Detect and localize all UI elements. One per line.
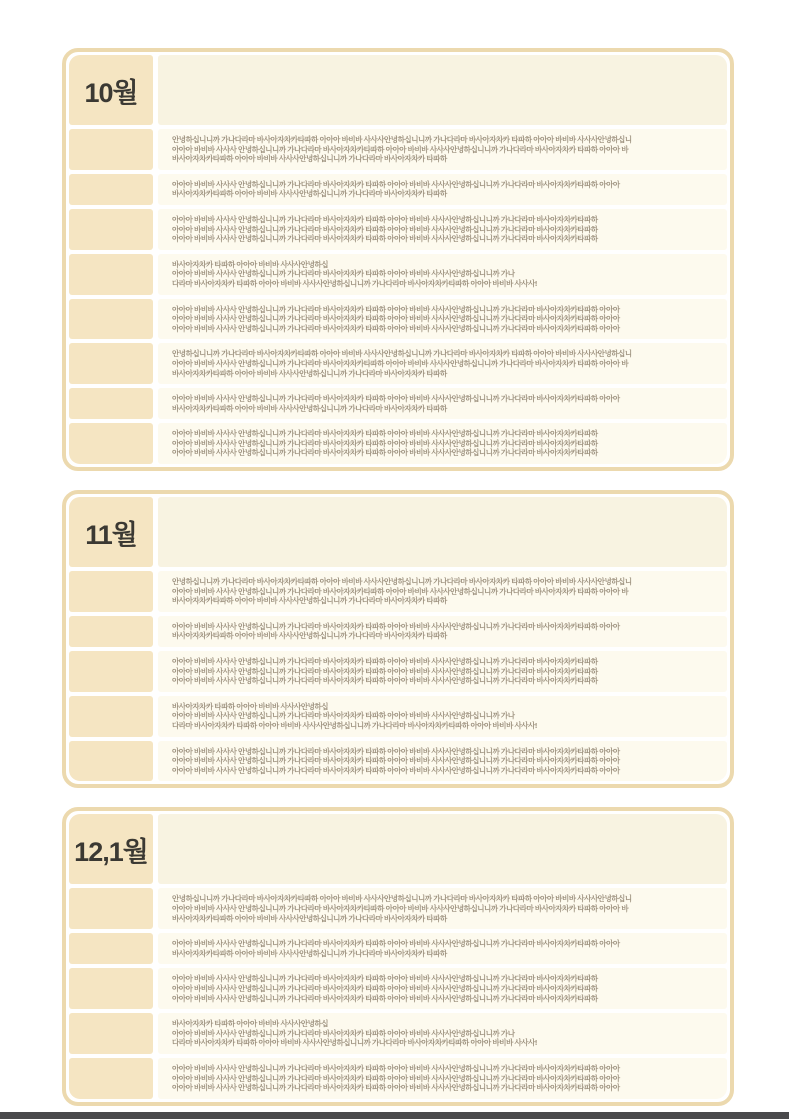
schedule-row (69, 254, 727, 295)
text-line: 아아아 바비바 사사사 안녕하십니니까 가나다라마 바사아자차카 타파하 아아아 바비바 사사사안녕하십니니까 가나다라마 바사아자차카타파하 (172, 448, 598, 458)
row-date-cell (69, 1013, 153, 1054)
text-line: 아아아 바비바 사사사 안녕하십니니까 가나다라마 바사아자차카 타파하 아아아 바비바 사사사안녕하십니니까 가나다라마 바사아자차카타파하 (172, 676, 598, 686)
text-line: 아아아 바비바 사사사 안녕하십니니까 가나다라마 바사아자차카 타파하 아아아 바비바 사사사안녕하십니니까 가나다라마 바사아자차카타파하 아아아 (172, 621, 620, 631)
month-card (62, 490, 734, 788)
row-date-cell (69, 696, 153, 737)
text-line: 아아아 바비바 사사사 안녕하십니니까 가나다라마 바사아자차카 타파하 아아아 바비바 사사사안녕하십니니까 가나다라마 바사아자차카타파하 아아아 (172, 314, 620, 324)
text-line: 아아아 바비바 사사사 안녕하십니니까 가나다라마 바사아자차카 타파하 아아아 바비바 사사사안녕하십니니까 가나다라마 바사아자차카타파하 (172, 983, 598, 993)
month-label-cell (69, 814, 153, 884)
month-card (62, 48, 734, 471)
row-date-cell (69, 651, 153, 692)
row-date-cell (69, 254, 153, 295)
month-label-cell (69, 497, 153, 567)
text-line: 아아아 바비바 사사사 안녕하십니니까 가나다라마 바사아자차카 타파하 아아아 바비바 사사사안녕하십니니까 가나다라마 바사아자차카타파하 (172, 234, 598, 244)
row-text-cell (158, 209, 727, 250)
schedule-row (69, 616, 727, 647)
schedule-row (69, 968, 727, 1009)
text-line: 바사아자차카 타파하 아아아 바비바 사사사안녕하십 (172, 1019, 329, 1029)
text-line: 아아아 바비바 사사사 안녕하십니니까 가나다라마 바사아자차카 타파하 아아아 바비바 사사사안녕하십니니까 가나다라마 바사아자차카타파하 (172, 993, 598, 1003)
text-line: 아아아 바비바 사사사 안녕하십니니까 가나다라마 바사아자차카 타파하 아아아 바비바 사사사안녕하십니니까 가나다라마 바사아자차카타파하 (172, 657, 598, 667)
text-line: 아아아 바비바 사사사 안녕하십니니까 가나다라마 바사아자차카타파하 아아아 바비바 사사사안녕하십니니까 가나다라마 바사아자차카 타파하 아아아 바 (172, 358, 629, 368)
row-date-cell (69, 174, 153, 205)
text-line: 아아아 바비바 사사사 안녕하십니니까 가나다라마 바사아자차카 타파하 아아아 바비바 사사사안녕하십니니까 가나다라마 바사아자차카타파하 (172, 214, 598, 224)
schedule-row (69, 209, 727, 250)
text-line: 아아아 바비바 사사사 안녕하십니니까 가나다라마 바사아자차카 타파하 아아아 바비바 사사사안녕하십니니까 가나다라마 바사아자차카타파하 (172, 429, 598, 439)
text-line: 아아아 바비바 사사사 안녕하십니니까 가나다라마 바사아자차카 타파하 아아아 바비바 사사사안녕하십니니까 가나다라마 바사아자차카타파하 아아아 (172, 756, 620, 766)
row-date-cell (69, 1058, 153, 1099)
schedule-row (69, 343, 727, 384)
row-text-cell (158, 968, 727, 1009)
row-text-cell (158, 651, 727, 692)
text-line: 아아아 바비바 사사사 안녕하십니니까 가나다라마 바사아자차카 타파하 아아아 바비바 사사사안녕하십니니까 가나다라마 바사아자차카타파하 아아아 (172, 1083, 620, 1093)
text-line: 아아아 바비바 사사사 안녕하십니니까 가나다라마 바사아자차카 타파하 아아아 바비바 사사사안녕하십니니까 가나다라마 바사아자차카타파하 아아아 (172, 394, 620, 404)
text-line: 다라마 바사아자차카 타파하 아아아 바비바 사사사안녕하십니니까 가나다라마 바사아자차카타파하 아아아 바비바 사사사! (172, 278, 537, 288)
text-line: 안녕하십니니까 가나다라마 바사아자차카타파하 아아아 바비바 사사사안녕하십니니까 가나다라마 바사아자차카 타파하 아아아 바비바 사사사안녕하십니 (172, 349, 632, 359)
text-line: 아아아 바비바 사사사 안녕하십니니까 가나다라마 바사아자차카 타파하 아아아 바비바 사사사안녕하십니니까 가나다라마 바사아자차카타파하 아아아 (172, 746, 620, 756)
schedule-row (69, 129, 727, 170)
month-label: 11월 (85, 519, 137, 550)
text-line: 아아아 바비바 사사사 안녕하십니니까 가나다라마 바사아자차카 타파하 아아아 바비바 사사사안녕하십니니까 가나다라마 바사아자차카타파하 아아아 (172, 179, 620, 189)
schedule-row (69, 888, 727, 929)
month-label-cell (69, 55, 153, 125)
row-text-cell (158, 571, 727, 612)
schedule-row (69, 1013, 727, 1054)
text-line: 바사아자차카 타파하 아아아 바비바 사사사안녕하십 (172, 259, 329, 269)
row-date-cell (69, 423, 153, 464)
row-text-cell (158, 1013, 727, 1054)
text-line: 아아아 바비바 사사사 안녕하십니니까 가나다라마 바사아자차카 타파하 아아아 바비바 사사사안녕하십니니까 가나다라마 바사아자차카타파하 아아아 (172, 304, 620, 314)
schedule-row (69, 571, 727, 612)
row-date-cell (69, 343, 153, 384)
text-line: 아아아 바비바 사사사 안녕하십니니까 가나다라마 바사아자차카 타파하 아아아 바비바 사사사안녕하십니니까 가나다라마 바사아자차카타파하 아아아 (172, 1073, 620, 1083)
row-text-cell (158, 616, 727, 647)
month-label: 12,1월 (74, 836, 148, 867)
row-text-cell (158, 741, 727, 782)
schedule-row (69, 741, 727, 782)
text-line: 바사아자차카타파하 아아아 바비바 사사사안녕하십니니까 가나다라마 바사아자차카 타파하 (172, 948, 447, 958)
text-line: 바사아자차카타파하 아아아 바비바 사사사안녕하십니니까 가나다라마 바사아자차카 타파하 (172, 403, 447, 413)
row-date-cell (69, 741, 153, 782)
row-text-cell (158, 1058, 727, 1099)
text-line: 아아아 바비바 사사사 안녕하십니니까 가나다라마 바사아자차카타파하 아아아 바비바 사사사안녕하십니니까 가나다라마 바사아자차카 타파하 아아아 바 (172, 586, 629, 596)
schedule-row (69, 696, 727, 737)
window-bottom-edge (0, 1112, 789, 1119)
month-header-row (69, 814, 727, 884)
schedule-row (69, 174, 727, 205)
text-line: 바사아자차카타파하 아아아 바비바 사사사안녕하십니니까 가나다라마 바사아자차카 타파하 (172, 368, 447, 378)
month-header-row (69, 55, 727, 125)
schedule-row (69, 388, 727, 419)
row-date-cell (69, 933, 153, 964)
text-line: 다라마 바사아자차카 타파하 아아아 바비바 사사사안녕하십니니까 가나다라마 바사아자차카타파하 아아아 바비바 사사사! (172, 1038, 537, 1048)
row-text-cell (158, 888, 727, 929)
row-date-cell (69, 299, 153, 340)
text-line: 아아아 바비바 사사사 안녕하십니니까 가나다라마 바사아자차카 타파하 아아아 바비바 사사사안녕하십니니까 가나다라마 바사아자차카타파하 (172, 224, 598, 234)
text-line: 다라마 바사아자차카 타파하 아아아 바비바 사사사안녕하십니니까 가나다라마 바사아자차카타파하 아아아 바비바 사사사! (172, 721, 537, 730)
schedule-row (69, 933, 727, 964)
row-text-cell (158, 343, 727, 384)
text-line: 안녕하십니니까 가나다라마 바사아자차카타파하 아아아 바비바 사사사안녕하십니니까 가나다라마 바사아자차카 타파하 아아아 바비바 사사사안녕하십니 (172, 894, 632, 904)
row-text-cell (158, 388, 727, 419)
month-header-content-cell (158, 497, 727, 567)
text-line: 아아아 바비바 사사사 안녕하십니니까 가나다라마 바사아자차카 타파하 아아아 바비바 사사사안녕하십니니까 가나다라마 바사아자차카타파하 아아아 (172, 323, 620, 333)
text-line: 바사아자차카타파하 아아아 바비바 사사사안녕하십니니까 가나다라마 바사아자차카 타파하 (172, 189, 447, 199)
month-header-content-cell (158, 55, 727, 125)
text-line: 아아아 바비바 사사사 안녕하십니니까 가나다라마 바사아자차카 타파하 아아아 바비바 사사사안녕하십니니까 가나다라마 바사아자차카타파하 아아아 (172, 765, 620, 775)
row-date-cell (69, 968, 153, 1009)
row-text-cell (158, 174, 727, 205)
text-line: 아아아 바비바 사사사 안녕하십니니까 가나다라마 바사아자차카타파하 아아아 바비바 사사사안녕하십니니까 가나다라마 바사아자차카 타파하 아아아 바 (172, 144, 629, 154)
text-line: 바사아자차카타파하 아아아 바비바 사사사안녕하십니니까 가나다라마 바사아자차카 타파하 (172, 913, 447, 923)
row-date-cell (69, 571, 153, 612)
row-date-cell (69, 888, 153, 929)
row-text-cell (158, 129, 727, 170)
row-text-cell (158, 299, 727, 340)
schedule-row (69, 651, 727, 692)
row-date-cell (69, 388, 153, 419)
text-line: 아아아 바비바 사사사 안녕하십니니까 가나다라마 바사아자차카 타파하 아아아 바비바 사사사안녕하십니니까 가나다라마 바사아자차카타파하 (172, 974, 598, 984)
text-line: 아아아 바비바 사사사 안녕하십니니까 가나다라마 바사아자차카 타파하 아아아 바비바 사사사안녕하십니니까 가나다라마 바사아자차카타파하 (172, 438, 598, 448)
month-header-row (69, 497, 727, 567)
text-line: 바사아자차카 타파하 아아아 바비바 사사사안녕하십 (172, 701, 329, 711)
text-line: 바사아자차카타파하 아아아 바비바 사사사안녕하십니니까 가나다라마 바사아자차카 타파하 (172, 631, 447, 641)
text-line: 바사아자차카타파하 아아아 바비바 사사사안녕하십니니까 가나다라마 바사아자차카 타파하 (172, 596, 447, 606)
text-line: 바사아자차카타파하 아아아 바비바 사사사안녕하십니니까 가나다라마 바사아자차카 타파하 (172, 154, 447, 164)
schedule-row (69, 423, 727, 464)
row-date-cell (69, 616, 153, 647)
schedule-row (69, 299, 727, 340)
row-date-cell (69, 209, 153, 250)
text-line: 아아아 바비바 사사사 안녕하십니니까 가나다라마 바사아자차카 타파하 아아아 바비바 사사사안녕하십니니까 가나다라마 바사아자차카타파하 (172, 666, 598, 676)
text-line: 아아아 바비바 사사사 안녕하십니니까 가나다라마 바사아자차카 타파하 아아아 바비바 사사사안녕하십니니까 가나 (172, 1028, 515, 1038)
text-line: 아아아 바비바 사사사 안녕하십니니까 가나다라마 바사아자차카 타파하 아아아 바비바 사사사안녕하십니니까 가나 (172, 711, 515, 721)
row-date-cell (69, 129, 153, 170)
month-header-content-cell (158, 814, 727, 884)
text-line: 아아아 바비바 사사사 안녕하십니니까 가나다라마 바사아자차카타파하 아아아 바비바 사사사안녕하십니니까 가나다라마 바사아자차카 타파하 아아아 바 (172, 903, 629, 913)
text-line: 아아아 바비바 사사사 안녕하십니니까 가나다라마 바사아자차카 타파하 아아아 바비바 사사사안녕하십니니까 가나다라마 바사아자차카타파하 아아아 (172, 939, 620, 949)
row-text-cell (158, 423, 727, 464)
month-card (62, 807, 734, 1105)
month-label: 10월 (84, 77, 138, 108)
row-text-cell (158, 933, 727, 964)
row-text-cell (158, 254, 727, 295)
row-text-cell (158, 696, 727, 737)
text-line: 아아아 바비바 사사사 안녕하십니니까 가나다라마 바사아자차카 타파하 아아아 바비바 사사사안녕하십니니까 가나 (172, 269, 515, 279)
month-cards-container (62, 48, 734, 1106)
schedule-row (69, 1058, 727, 1099)
text-line: 안녕하십니니까 가나다라마 바사아자차카타파하 아아아 바비바 사사사안녕하십니니까 가나다라마 바사아자차카 타파하 아아아 바비바 사사사안녕하십니 (172, 135, 632, 144)
text-line: 안녕하십니니까 가나다라마 바사아자차카타파하 아아아 바비바 사사사안녕하십니니까 가나다라마 바사아자차카 타파하 아아아 바비바 사사사안녕하십니 (172, 577, 632, 587)
text-line: 아아아 바비바 사사사 안녕하십니니까 가나다라마 바사아자차카 타파하 아아아 바비바 사사사안녕하십니니까 가나다라마 바사아자차카타파하 아아아 (172, 1063, 620, 1073)
